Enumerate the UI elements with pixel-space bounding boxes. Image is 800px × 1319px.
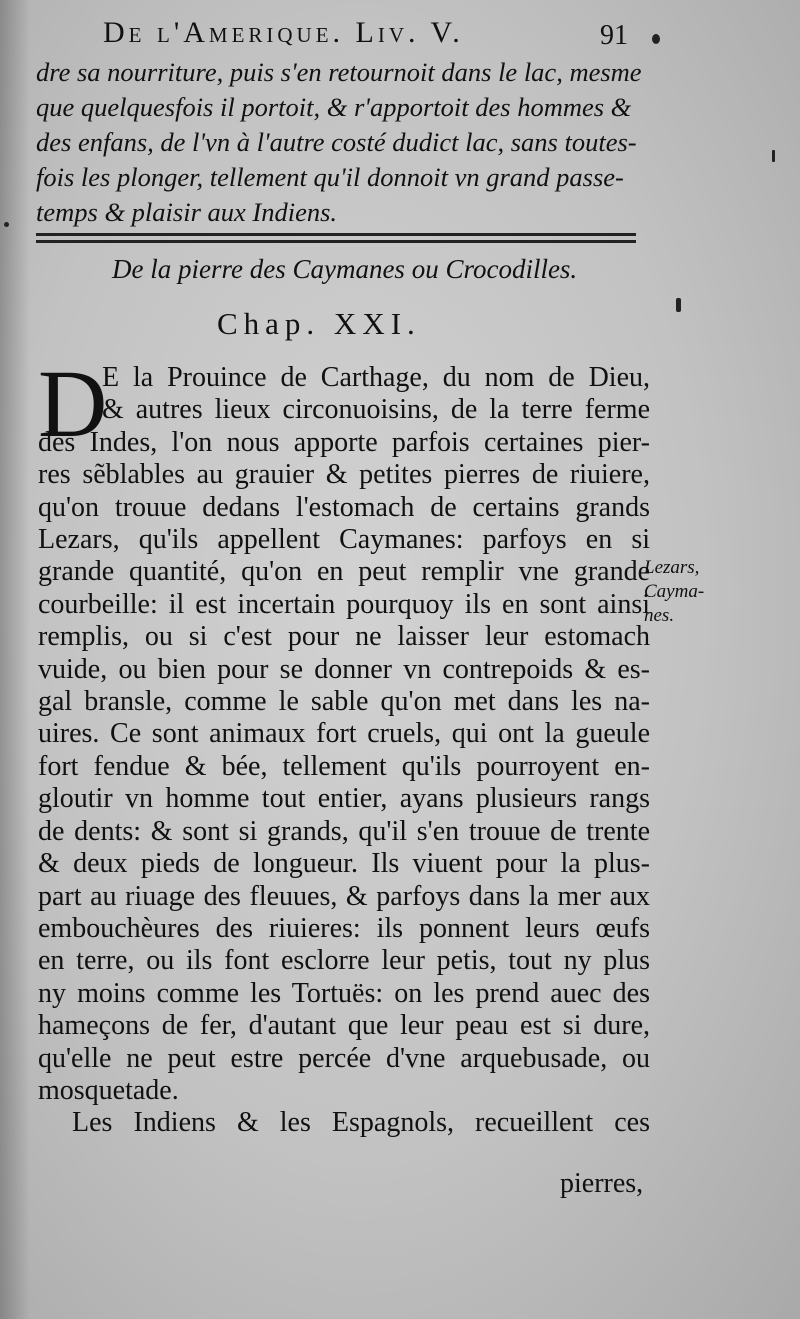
text-line: vuide, ou bien pour se donner vn contrepoids & es-: [38, 653, 650, 685]
marginal-note-line: Cayma-: [644, 581, 705, 602]
text-line: courbeille: il est incertain pourquoy ils en sont ainsi: [38, 588, 650, 620]
text-line: gloutir vn homme tout entier, ayans plusieurs rangs: [38, 783, 650, 815]
ink-speck: [772, 150, 775, 162]
text-line: E la Prouince de Carthage, du nom de Dieu,: [102, 362, 650, 393]
page-number: 91: [600, 20, 628, 51]
ink-speck: [676, 298, 681, 312]
text-line: temps & plaisir aux Indiens.: [36, 197, 338, 227]
marginal-note: [644, 556, 704, 628]
text-line: fort fendue & bée, tellement qu'ils pourroyent en-: [38, 750, 650, 782]
text-line: part au riuage des fleuues, & parfoys dans la mer aux: [38, 880, 650, 912]
catchword: pierres,: [560, 1168, 644, 1199]
ink-speck: [4, 222, 9, 227]
ink-speck: [652, 34, 660, 44]
text-line: gal bransle, comme le sable qu'on met dans les na-: [38, 686, 650, 718]
text-line: de dents: & sont si grands, qu'il s'en trouue de trente: [38, 815, 650, 847]
text-line: grande quantité, qu'on en peut remplir vne grande: [38, 556, 650, 588]
text-line: mosquetade.: [38, 1074, 179, 1106]
chapter-title: De la pierre des Caymanes ou Crocodilles.: [112, 254, 578, 284]
text-line: qu'on trouue dedans l'estomach de certains grands: [38, 491, 650, 523]
text-line: que quelquesfois il portoit, & r'apportoit des hommes &: [36, 92, 632, 122]
text-line: uires. Ce sont animaux fort cruels, qui ont la gueule: [38, 718, 650, 750]
text-line: dre sa nourriture, puis s'en retournoit dans le lac, mesme: [36, 57, 642, 87]
text-line: & deux pieds de longueur. Ils viuent pour la plus-: [38, 848, 650, 880]
text-line: en terre, ou ils font esclorre leur petis, tout ny plus: [38, 945, 650, 977]
text-line: remplis, ou si c'est pour ne laisser leur estomach: [38, 621, 650, 653]
drop-cap: D: [38, 350, 108, 457]
text-line: des Indes, l'on nous apporte parfois certaines pier-: [38, 426, 650, 458]
chapter-body: [38, 362, 650, 1140]
text-line: qu'elle ne peut estre percée d'vne arquebusade, ou: [38, 1042, 650, 1074]
text-line: res sẽblables au grauier & petites pierres de riuiere,: [38, 459, 650, 491]
previous-section-text: [36, 55, 656, 230]
text-line: hameçons de fer, d'autant que leur peau est si dure,: [38, 1010, 650, 1042]
text-line: Lezars, qu'ils appellent Caymanes: parfoys en si: [38, 524, 650, 556]
running-head: De l'Amerique. Liv. V.: [103, 16, 464, 49]
text-line: embouchèures des riuieres: ils ponnent leurs œufs: [38, 912, 650, 944]
text-line: fois les plonger, tellement qu'il donnoit vn grand passe-: [36, 162, 624, 192]
text-line: & autres lieux circonuoisins, de la terre ferme: [102, 394, 650, 426]
marginal-note-line: Lezars,: [644, 557, 700, 578]
section-divider: [36, 233, 636, 236]
chapter-label: Chap. XXI.: [217, 306, 421, 341]
marginal-note-line: nes.: [644, 605, 675, 626]
spine-shadow: [0, 0, 30, 1319]
text-line: des enfans, de l'vn à l'autre costé dudict lac, sans toutes-: [36, 127, 637, 157]
text-line: Les Indiens & les Espagnols, recueillent ces: [72, 1107, 650, 1139]
section-divider: [36, 240, 636, 243]
text-line: ny moins comme les Tortuës: on les prend auec des: [38, 977, 650, 1009]
